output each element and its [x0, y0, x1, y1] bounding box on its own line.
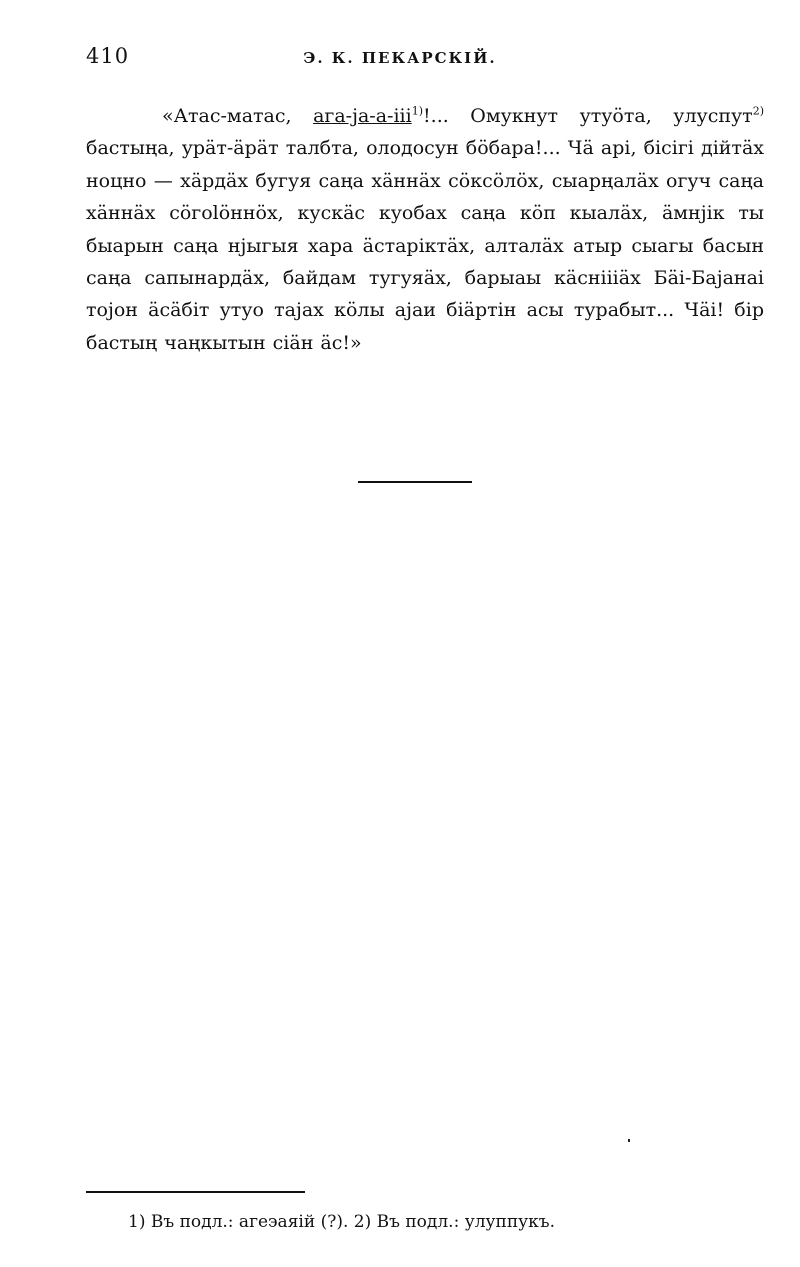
footnotes: 1) Въ подл.: агеэаяій (?). 2) Въ подл.: улуппукъ.	[128, 1212, 556, 1232]
underlined-word: ага-ja-a-ііі	[313, 105, 412, 127]
paragraph-rest: бастыңа, урäт-äрäт талбта, олодосун бöбара!... Чä арі, бісігі дійтäх ноцно — хäрдäх бугуя саңа хäннäх сöксöлöх, сыарңалäх огуч саңа хäннäх сöгоlöннöх, кускäс куобах саңа кöп кыалäх, äмнjiк ты быарын саңа нjыгыя хара äстарiктäх, алталäх атыр сыагы басын саңа сапынардäх, байдам тугуяäх, барыаы кäснiiiäх Бäі-Бajанаі тоjон äсäбiт утуо тajах кöлы ajаи бiäртiн асы турабыт... Чäі! бiр бастың чаңкытын сiäн äс!»	[86, 137, 764, 354]
paragraph-opening: «Атас-матас,	[162, 105, 314, 127]
main-paragraph	[86, 100, 764, 359]
print-speck	[628, 1139, 630, 1142]
footnote-rule	[86, 1191, 305, 1193]
section-end-rule	[358, 481, 472, 483]
running-header: Э. К. ПЕКАРСКІЙ.	[303, 49, 497, 67]
footnote-marker-2: 2)	[752, 104, 764, 118]
paragraph-middle: !... Омукнут утуöта, улуспут	[423, 105, 753, 127]
footnote-marker-1: 1)	[411, 104, 424, 118]
page-number: 410	[86, 44, 130, 68]
